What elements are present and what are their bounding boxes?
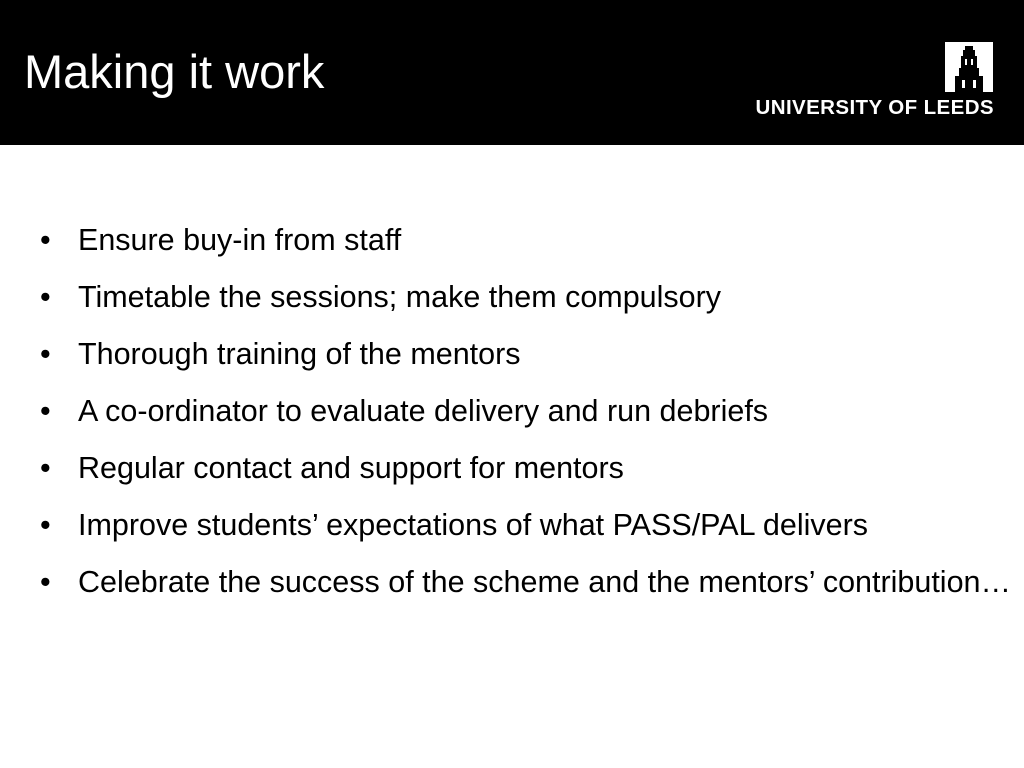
list-item: [40, 216, 1015, 264]
bullet-text: Ensure buy-in from staff: [78, 223, 402, 257]
list-item: [40, 330, 1015, 378]
bullet-icon: •: [40, 280, 51, 314]
bullet-icon: •: [40, 565, 51, 599]
slide-title: Making it work: [24, 45, 325, 98]
bullet-icon: •: [40, 451, 51, 485]
bullet-text: Thorough training of the mentors: [78, 337, 521, 371]
bullet-text: Celebrate the success of the scheme and the mentors’ contribution…: [78, 565, 1012, 599]
list-item: [40, 558, 1015, 606]
bullet-text: Timetable the sessions; make them compulsory: [78, 280, 722, 314]
bullet-icon: •: [40, 337, 51, 371]
title-bar: [0, 0, 1024, 145]
university-logo: [730, 42, 998, 122]
list-item: [40, 501, 1015, 549]
list-item: [40, 273, 1015, 321]
bullet-text: A co-ordinator to evaluate delivery and run debriefs: [78, 394, 769, 428]
list-item: [40, 387, 1015, 435]
logo-wordmark: UNIVERSITY OF LEEDS: [755, 96, 994, 119]
parkinson-tower-icon: [945, 42, 993, 92]
list-item: [40, 444, 1015, 492]
bullet-list: [40, 216, 1015, 615]
bullet-text: Regular contact and support for mentors: [78, 451, 624, 485]
bullet-icon: •: [40, 223, 51, 257]
bullet-text: Improve students’ expectations of what PASS/PAL delivers: [78, 508, 869, 542]
bullet-icon: •: [40, 508, 51, 542]
bullet-icon: •: [40, 394, 51, 428]
